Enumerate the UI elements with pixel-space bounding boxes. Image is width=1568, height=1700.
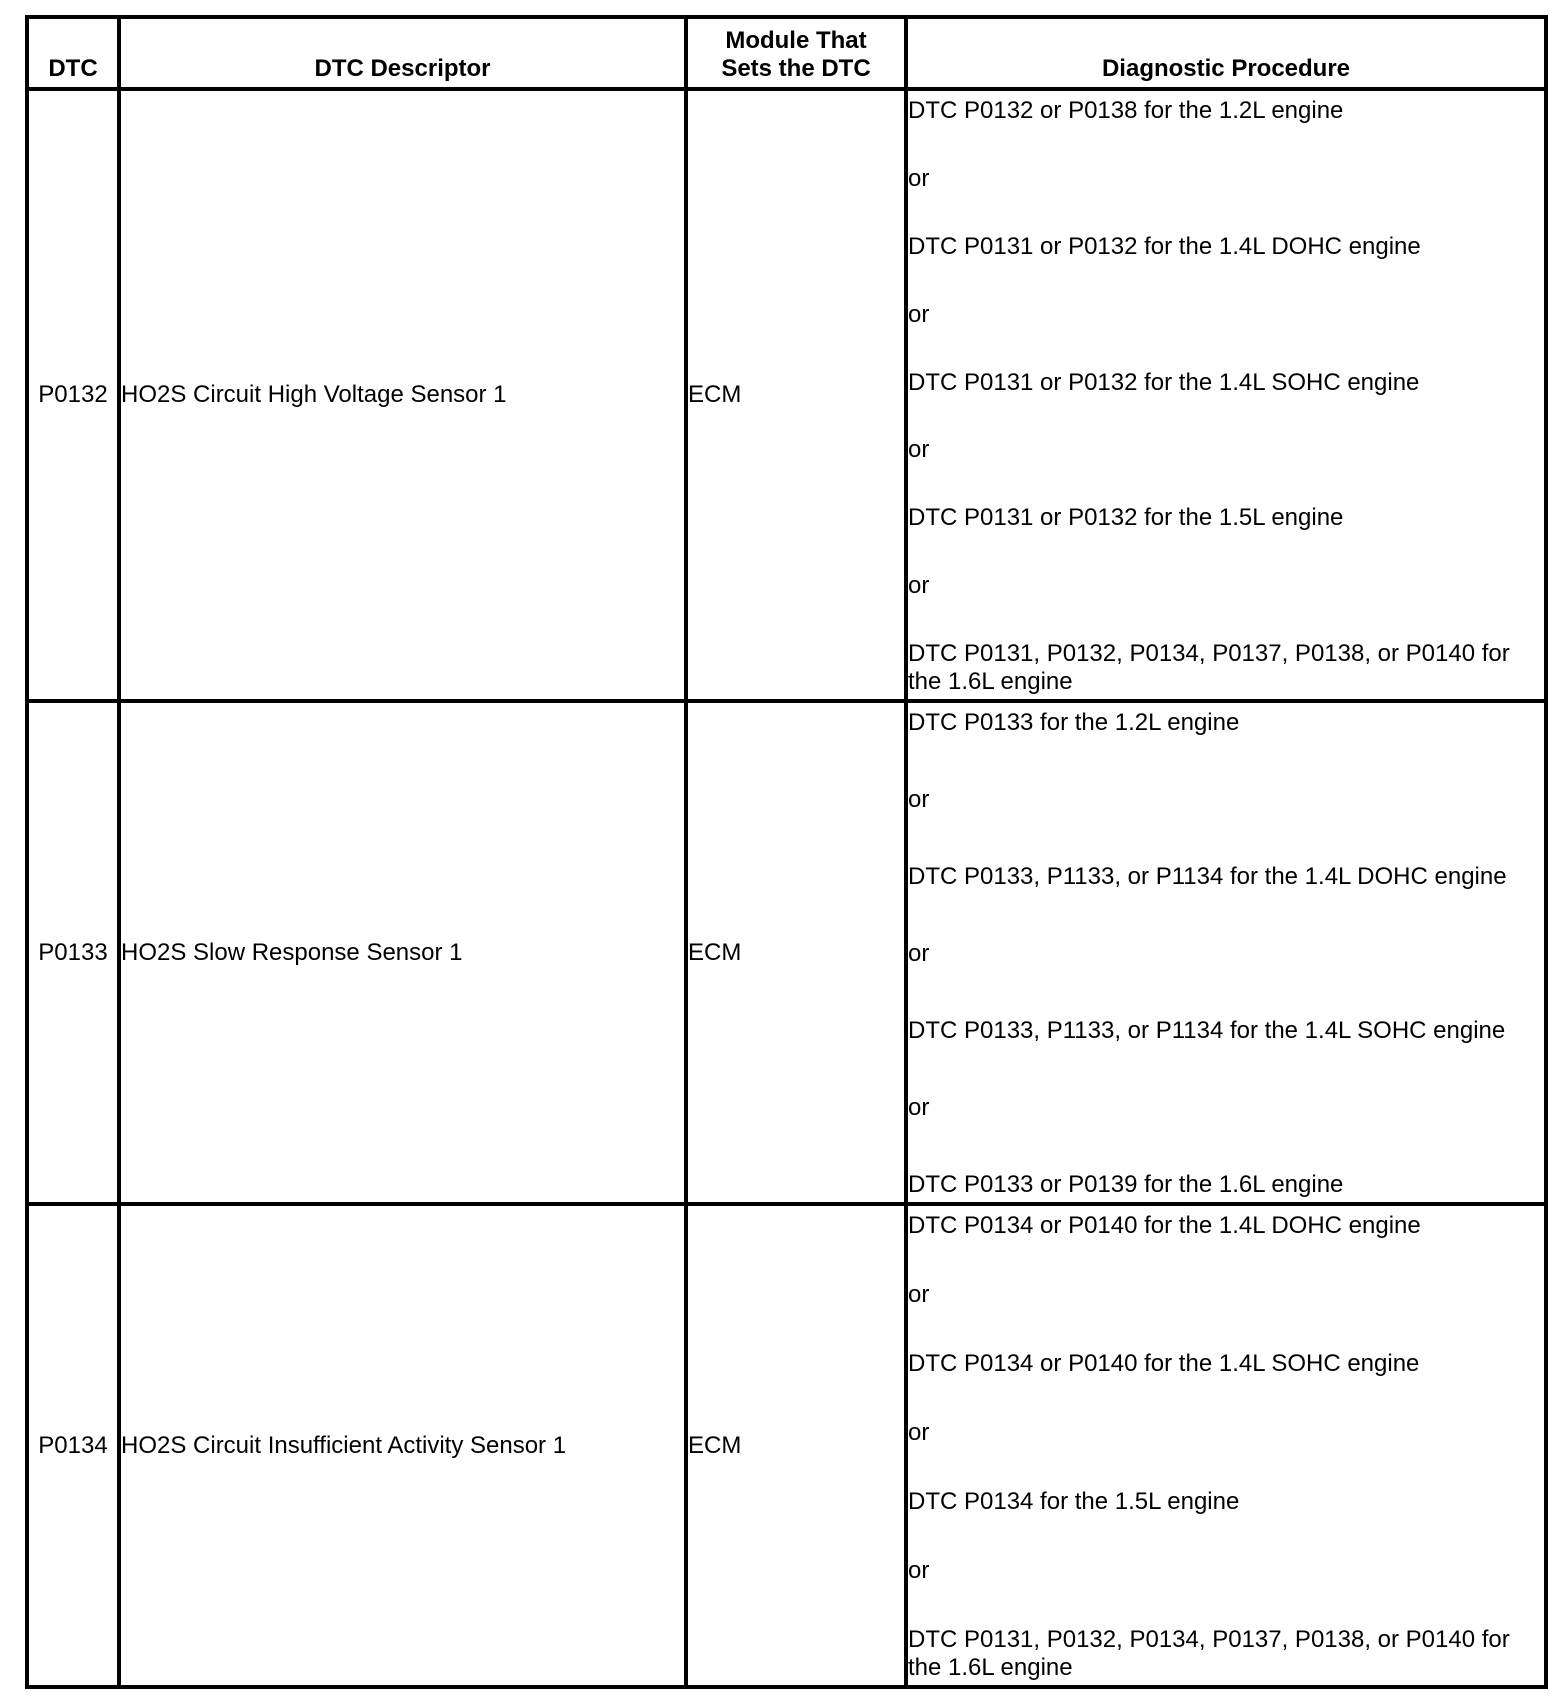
procedure-line: DTC P0131 or P0132 for the 1.5L engine <box>908 504 1344 532</box>
procedure-line: DTC P0133, P1133, or P1134 for the 1.4L DOHC engine <box>908 863 1507 890</box>
dtc-descriptor: HO2S Circuit Insufficient Activity Sensor 1 <box>119 1204 686 1687</box>
table-header-row <box>27 17 1546 89</box>
procedure-or: or <box>908 1419 930 1446</box>
header-procedure: Diagnostic Procedure <box>906 17 1546 89</box>
procedure-line: DTC P0133, P1133, or P1134 for the 1.4L SOHC engine <box>908 1017 1506 1044</box>
table-row <box>27 701 1546 1204</box>
module-name: ECM <box>686 89 906 701</box>
procedure-or: or <box>908 1281 930 1308</box>
table-row <box>27 1204 1546 1687</box>
dtc-code: P0134 <box>27 1204 119 1687</box>
table-row <box>27 89 1546 701</box>
procedure-line: DTC P0131 or P0132 for the 1.4L SOHC engine <box>908 368 1420 396</box>
procedure-or: or <box>908 436 930 464</box>
procedure-line: DTC P0131, P0132, P0134, P0137, P0138, or P0140 for the 1.6L engine <box>908 640 1510 695</box>
dtc-code: P0132 <box>27 89 119 701</box>
procedure-or: or <box>908 300 930 328</box>
header-descriptor: DTC Descriptor <box>119 17 686 89</box>
procedure-or: or <box>908 164 930 192</box>
header-dtc: DTC <box>27 17 119 89</box>
procedure-line: DTC P0133 for the 1.2L engine <box>908 709 1240 736</box>
procedure-or: or <box>908 572 930 600</box>
procedure-list <box>908 1206 1544 1685</box>
procedure-or: or <box>908 940 930 967</box>
procedure-line: DTC P0134 or P0140 for the 1.4L SOHC engine <box>908 1350 1420 1377</box>
procedure-line: DTC P0134 or P0140 for the 1.4L DOHC engine <box>908 1212 1421 1239</box>
dtc-table <box>25 15 1548 1689</box>
header-module <box>686 17 906 89</box>
procedure-line: DTC P0131, P0132, P0134, P0137, P0138, or P0140 for the 1.6L engine <box>908 1626 1510 1681</box>
module-name: ECM <box>686 701 906 1204</box>
diagnostic-procedure-cell <box>906 701 1546 1204</box>
diagnostic-procedure-cell <box>906 89 1546 701</box>
header-module-line1: Module That <box>725 27 867 54</box>
procedure-or: or <box>908 786 930 813</box>
dtc-descriptor: HO2S Circuit High Voltage Sensor 1 <box>119 89 686 701</box>
procedure-line: DTC P0134 for the 1.5L engine <box>908 1488 1240 1515</box>
procedure-list <box>908 91 1544 699</box>
dtc-descriptor: HO2S Slow Response Sensor 1 <box>119 701 686 1204</box>
module-name: ECM <box>686 1204 906 1687</box>
procedure-line: DTC P0132 or P0138 for the 1.2L engine <box>908 97 1344 124</box>
procedure-line: DTC P0133 or P0139 for the 1.6L engine <box>908 1171 1344 1198</box>
dtc-code: P0133 <box>27 701 119 1204</box>
header-module-line2: Sets the DTC <box>721 55 871 82</box>
procedure-list <box>908 703 1544 1202</box>
procedure-or: or <box>908 1094 930 1121</box>
diagnostic-procedure-cell <box>906 1204 1546 1687</box>
procedure-line: DTC P0131 or P0132 for the 1.4L DOHC engine <box>908 232 1421 260</box>
procedure-or: or <box>908 1557 930 1584</box>
